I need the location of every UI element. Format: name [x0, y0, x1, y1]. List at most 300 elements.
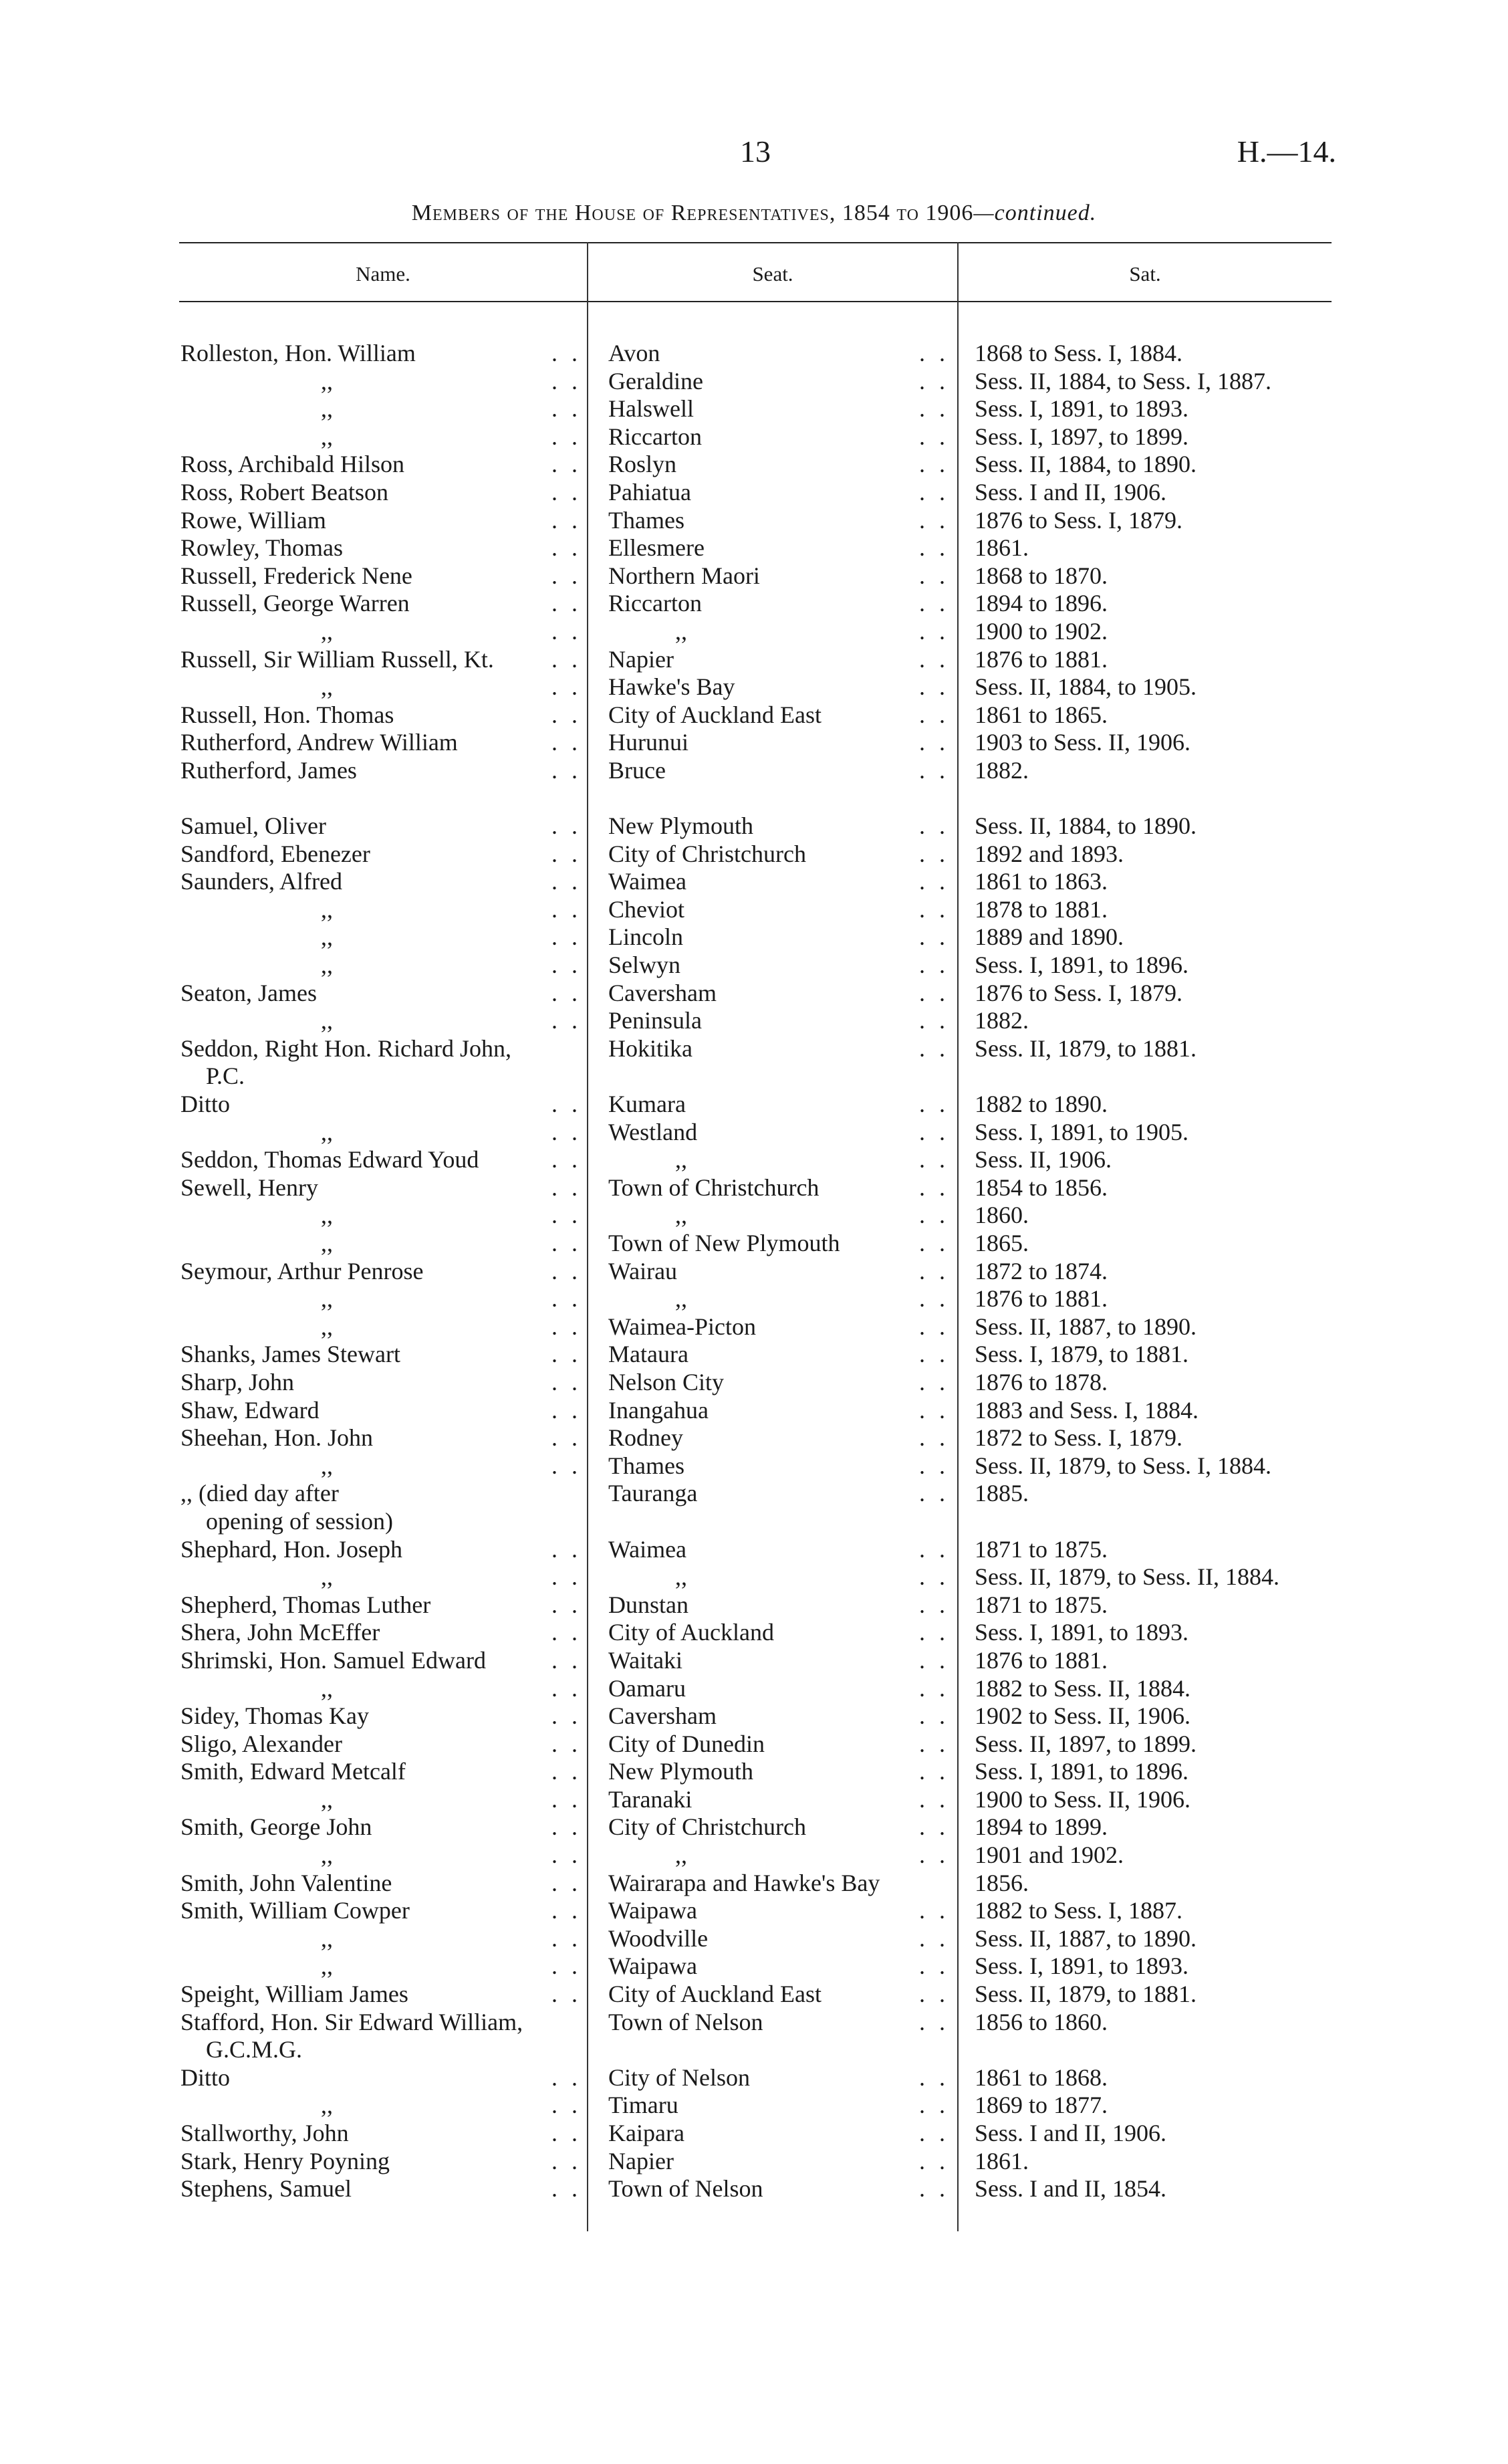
table-row	[0, 1369, 1508, 1397]
table-row	[0, 1841, 1508, 1870]
seat	[608, 1119, 949, 1147]
member-name	[180, 507, 582, 535]
dot-leader: . .	[919, 1007, 949, 1034]
seat-text: Waimea	[608, 1535, 687, 1563]
seat-text: Thames	[608, 506, 684, 534]
member-name	[180, 562, 582, 590]
member-name-text: Stark, Henry Poyning	[180, 2147, 390, 2174]
member-name-text: Sidey, Thomas Kay	[180, 1702, 369, 1730]
member-name-text: Ditto	[180, 1091, 231, 1118]
seat	[608, 1981, 949, 2009]
dot-leader: . .	[551, 1341, 582, 1368]
member-name	[180, 1258, 582, 1286]
member-name	[180, 896, 582, 924]
sat-period: 1861 to 1863.	[975, 868, 1108, 895]
table-header-rule	[179, 301, 1332, 302]
member-name-text: Russell, Sir William Russell, Kt.	[180, 645, 494, 673]
sat-period: Sess. II, 1879, to Sess. I, 1884.	[975, 1452, 1272, 1479]
seat	[608, 1786, 949, 1814]
seat	[608, 2175, 949, 2203]
dot-leader: . .	[919, 951, 949, 979]
sat-period: 1856 to 1860.	[975, 2008, 1108, 2035]
seat-text: Rodney	[608, 1424, 683, 1452]
seat-text: Ellesmere	[608, 534, 705, 562]
dot-leader: . .	[551, 895, 582, 923]
seat	[608, 1925, 949, 1953]
table-row	[0, 841, 1508, 869]
seat-text: Waipawa	[608, 1952, 698, 1980]
dot-leader: . .	[551, 1563, 582, 1591]
table-row	[0, 590, 1508, 618]
table-row	[0, 1813, 1508, 1841]
table-row	[0, 812, 1508, 841]
member-name-text: ,,	[321, 1202, 333, 1229]
dot-leader: . .	[551, 1841, 582, 1869]
dot-leader: . .	[919, 756, 949, 784]
dot-leader: . .	[551, 1730, 582, 1757]
dot-leader: . .	[551, 617, 582, 645]
dot-leader: . .	[551, 1924, 582, 1952]
seat	[608, 812, 949, 841]
member-name	[180, 590, 582, 618]
dot-leader: . .	[551, 2063, 582, 2091]
seat	[608, 1424, 949, 1452]
seat	[608, 1285, 949, 1313]
member-name-text: Rowley, Thomas	[180, 534, 343, 562]
table-row	[0, 395, 1508, 423]
member-name	[180, 1786, 582, 1814]
dot-leader: . .	[551, 923, 582, 951]
sat-period: Sess. II, 1879, to Sess. II, 1884.	[975, 1563, 1279, 1591]
seat-text: City of Nelson	[608, 2063, 750, 2091]
member-name-text: Russell, Frederick Nene	[180, 562, 412, 589]
sat-period: 1903 to Sess. II, 1906.	[975, 729, 1190, 756]
dot-leader: . .	[551, 1230, 582, 1256]
dot-leader: . .	[919, 1368, 949, 1395]
seat	[608, 1841, 949, 1870]
sat-period: 1889 and 1890.	[975, 923, 1124, 951]
seat-text: Tauranga	[608, 1480, 698, 1507]
seat-text: Cheviot	[608, 895, 684, 923]
member-name-text: Smith, William Cowper	[180, 1897, 410, 1924]
dot-leader: . .	[919, 1341, 949, 1368]
member-name-text: Shephard, Hon. Joseph	[180, 1535, 402, 1563]
dot-leader: . .	[551, 2092, 582, 2119]
member-name	[180, 1007, 582, 1035]
dot-leader: . .	[919, 1118, 949, 1145]
member-name	[180, 1870, 582, 1898]
dot-leader: . .	[919, 590, 949, 617]
dot-leader: . .	[919, 451, 949, 478]
seat	[608, 1202, 949, 1230]
table-row	[0, 646, 1508, 674]
member-name	[180, 1813, 582, 1841]
seat-text: Kaipara	[608, 2120, 684, 2146]
seat	[608, 1813, 949, 1841]
seat	[608, 1230, 949, 1258]
table-row	[0, 1536, 1508, 1564]
seat-text: Waimea-Picton	[608, 1313, 757, 1340]
dot-leader: . .	[551, 1313, 582, 1340]
dot-leader: . .	[919, 1396, 949, 1424]
member-name	[180, 1230, 582, 1258]
seat-text: Kumara	[608, 1091, 686, 1118]
dot-leader: . .	[919, 1730, 949, 1757]
seat	[608, 1341, 949, 1369]
seat-text: City of Dunedin	[608, 1730, 765, 1757]
column-header-seat: Seat.	[752, 262, 793, 286]
dot-leader: . .	[919, 673, 949, 701]
member-name	[180, 1202, 582, 1230]
seat-text: City of Auckland	[608, 1619, 774, 1646]
table-row	[0, 1647, 1508, 1675]
seat	[608, 1313, 949, 1341]
seat	[608, 646, 949, 674]
seat	[608, 1897, 949, 1925]
sat-period: 1882 to 1890.	[975, 1091, 1108, 1118]
sat-period: 1878 to 1881.	[975, 895, 1108, 923]
member-name	[180, 841, 582, 869]
member-name	[180, 1897, 582, 1925]
member-name-text: ,,	[321, 1452, 333, 1479]
table-row	[0, 729, 1508, 757]
seat-text: Pahiatua	[608, 478, 691, 506]
table-row	[0, 1563, 1508, 1591]
sat-period: 1876 to Sess. I, 1879.	[975, 979, 1183, 1006]
dot-leader: . .	[919, 1257, 949, 1284]
dot-leader: . .	[919, 2092, 949, 2119]
seat	[608, 507, 949, 535]
member-name-text: Rutherford, Andrew William	[180, 729, 458, 756]
seat-text: City of Auckland East	[608, 701, 822, 728]
document-title	[0, 201, 1508, 226]
table-row	[0, 868, 1508, 896]
table-row	[0, 2175, 1508, 2203]
dot-leader: . .	[919, 423, 949, 450]
member-name-text: Stafford, Hon. Sir Edward William,	[180, 2008, 523, 2035]
sat-period: 1883 and Sess. I, 1884.	[975, 1396, 1199, 1424]
member-name-text: Sheehan, Hon. John	[180, 1424, 373, 1452]
member-name-text: ,,	[321, 395, 333, 423]
member-name-text: Seaton, James	[180, 979, 317, 1006]
seat	[608, 1758, 949, 1786]
seat	[608, 1480, 949, 1508]
member-name-continuation: opening of session)	[206, 1507, 393, 1535]
seat	[608, 2148, 949, 2176]
dot-leader: . .	[919, 1646, 949, 1674]
dot-leader: . .	[551, 1981, 582, 2008]
sat-period: Sess. II, 1897, to 1899.	[975, 1730, 1197, 1757]
dot-leader: . .	[919, 1758, 949, 1785]
member-name-text: Rolleston, Hon. William	[180, 340, 416, 366]
member-name	[180, 1619, 582, 1647]
member-name	[180, 1285, 582, 1313]
member-name	[180, 2064, 582, 2092]
member-name	[180, 1313, 582, 1341]
member-name	[180, 1035, 582, 1091]
sat-period: Sess. I, 1891, to 1893.	[975, 1619, 1189, 1646]
table-row	[0, 1341, 1508, 1369]
seat-text: ,,	[675, 1146, 687, 1173]
sat-period: 1876 to 1878.	[975, 1368, 1108, 1395]
seat	[608, 618, 949, 646]
dot-leader: . .	[551, 868, 582, 895]
table-row	[0, 980, 1508, 1008]
table-row	[0, 1258, 1508, 1286]
dot-leader: . .	[551, 1007, 582, 1034]
member-name	[180, 2148, 582, 2176]
sat-period: Sess. II, 1879, to 1881.	[975, 1981, 1197, 2008]
dot-leader: . .	[551, 840, 582, 867]
seat-text: Selwyn	[608, 951, 680, 979]
table-row	[0, 479, 1508, 507]
paper-reference: H.—14.	[1237, 134, 1336, 169]
seat-text: Woodville	[608, 1924, 709, 1952]
table-row	[0, 1952, 1508, 1981]
seat-text: Nelson City	[608, 1368, 725, 1395]
dot-leader: . .	[919, 1591, 949, 1618]
member-name-text: ,,	[321, 1924, 333, 1952]
dot-leader: . .	[919, 1285, 949, 1313]
dot-leader: . .	[551, 1118, 582, 1145]
seat-text: ,,	[675, 1202, 687, 1229]
member-name	[180, 2009, 582, 2064]
table-row	[0, 1452, 1508, 1480]
member-name	[180, 1480, 582, 1535]
seat	[608, 1369, 949, 1397]
table-row	[0, 507, 1508, 535]
seat	[608, 1174, 949, 1202]
seat-text: ,,	[675, 1563, 687, 1591]
member-name	[180, 1981, 582, 2009]
member-name-text: Shepherd, Thomas Luther	[180, 1591, 431, 1618]
dot-leader: . .	[551, 451, 582, 478]
table-row	[0, 1730, 1508, 1759]
dot-leader: . .	[551, 367, 582, 395]
member-name	[180, 1369, 582, 1397]
seat-text: ,,	[675, 1841, 687, 1869]
seat-text: Inangahua	[608, 1396, 709, 1424]
dot-leader: . .	[919, 395, 949, 423]
sat-period: 1901 and 1902.	[975, 1841, 1124, 1869]
member-name	[180, 1146, 582, 1174]
member-name-text: Sewell, Henry	[180, 1173, 318, 1201]
dot-leader: . .	[919, 2008, 949, 2035]
seat	[608, 1730, 949, 1759]
member-name-text: Ross, Archibald Hilson	[180, 451, 405, 478]
seat-text: Hawke's Bay	[608, 673, 735, 701]
table-row	[0, 1230, 1508, 1258]
member-name-text: Rowe, William	[180, 506, 326, 534]
dot-leader: . .	[551, 1091, 582, 1118]
sat-period: 1861 to 1865.	[975, 701, 1108, 728]
seat-text: Napier	[608, 2147, 674, 2174]
seat	[608, 1007, 949, 1035]
sat-period: 1861.	[975, 534, 1029, 562]
member-name	[180, 1341, 582, 1369]
seat	[608, 562, 949, 590]
seat-text: Dunstan	[608, 1591, 688, 1618]
table-row	[0, 534, 1508, 562]
seat	[608, 1675, 949, 1703]
table-row	[0, 1925, 1508, 1953]
seat	[608, 2064, 949, 2092]
sat-period: 1868 to Sess. I, 1884.	[975, 340, 1183, 366]
dot-leader: . .	[551, 645, 582, 673]
table-row	[0, 1202, 1508, 1230]
member-name-text: ,,	[321, 2092, 333, 2119]
member-name	[180, 1952, 582, 1981]
sat-period: 1856.	[975, 1869, 1029, 1896]
table-row	[0, 2064, 1508, 2092]
table-row	[0, 368, 1508, 396]
dot-leader: . .	[919, 617, 949, 645]
seat	[608, 1397, 949, 1425]
member-name	[180, 980, 582, 1008]
seat	[608, 841, 949, 869]
column-header-sat: Sat.	[1129, 262, 1161, 286]
member-name-text: Stallworthy, John	[180, 2120, 349, 2146]
dot-leader: . .	[919, 1813, 949, 1841]
member-name	[180, 1563, 582, 1591]
seat-text: New Plymouth	[608, 812, 754, 840]
title-main: Members of the House of Representatives, 1854 to 1906	[411, 201, 974, 225]
dot-leader: . .	[551, 1368, 582, 1395]
table-row	[0, 1091, 1508, 1119]
member-name-text: ,,	[321, 923, 333, 951]
sat-period: Sess. I and II, 1906.	[975, 478, 1166, 506]
member-name-text: Russell, Hon. Thomas	[180, 701, 394, 728]
sat-period: 1871 to 1875.	[975, 1591, 1108, 1618]
member-name	[180, 534, 582, 562]
dot-leader: . .	[919, 729, 949, 756]
member-name	[180, 1758, 582, 1786]
table-row	[0, 951, 1508, 980]
table-row	[0, 1758, 1508, 1786]
dot-leader: . .	[919, 1091, 949, 1118]
seat-text: Peninsula	[608, 1007, 702, 1034]
seat-text: Hokitika	[608, 1034, 693, 1062]
dot-leader: . .	[919, 367, 949, 395]
member-name	[180, 2120, 582, 2148]
member-name-text: Seddon, Thomas Edward Youd	[180, 1146, 479, 1173]
seat	[608, 896, 949, 924]
seat-text: Roslyn	[608, 451, 677, 478]
dot-leader: . .	[919, 1480, 949, 1507]
dot-leader: . .	[551, 729, 582, 756]
member-name	[180, 1424, 582, 1452]
dot-leader: . .	[919, 1841, 949, 1869]
member-name-text: Sandford, Ebenezer	[180, 840, 370, 867]
seat	[608, 1702, 949, 1730]
dot-leader: . .	[551, 534, 582, 562]
dot-leader: . .	[551, 812, 582, 840]
seat-text: Town of New Plymouth	[608, 1230, 840, 1256]
member-name-text: Seymour, Arthur Penrose	[180, 1257, 424, 1284]
member-name-text: ,,	[321, 1313, 333, 1340]
sat-period: Sess. I, 1891, to 1896.	[975, 951, 1189, 979]
member-name-text: Ross, Robert Beatson	[180, 478, 388, 506]
dot-leader: . .	[919, 1563, 949, 1591]
dot-leader: . .	[919, 895, 949, 923]
member-name-text: ,,	[321, 951, 333, 979]
dot-leader: . .	[919, 1313, 949, 1340]
table-row	[0, 673, 1508, 701]
member-name-text: Sharp, John	[180, 1368, 294, 1395]
table-row	[0, 1591, 1508, 1619]
page-number: 13	[740, 134, 771, 169]
member-name	[180, 701, 582, 730]
column-header-name: Name.	[356, 262, 410, 286]
seat-text: Waitaki	[608, 1646, 683, 1674]
member-name	[180, 1925, 582, 1953]
sat-period: 1860.	[975, 1202, 1029, 1229]
sat-period: Sess. II, 1887, to 1890.	[975, 1924, 1197, 1952]
seat-text: Bruce	[608, 756, 666, 784]
sat-period: Sess. II, 1884, to Sess. I, 1887.	[975, 367, 1272, 395]
member-name	[180, 923, 582, 951]
sat-period: 1876 to Sess. I, 1879.	[975, 506, 1183, 534]
sat-period: Sess. II, 1906.	[975, 1146, 1112, 1173]
sat-period: Sess. II, 1887, to 1890.	[975, 1313, 1197, 1340]
seat-text: Mataura	[608, 1341, 688, 1368]
title-continued: —continued.	[973, 201, 1097, 225]
dot-leader: . .	[551, 701, 582, 728]
dot-leader: . .	[919, 1230, 949, 1256]
member-name	[180, 729, 582, 757]
member-name-text: ,,	[321, 1785, 333, 1813]
member-name	[180, 479, 582, 507]
member-name	[180, 646, 582, 674]
dot-leader: . .	[551, 1396, 582, 1424]
seat	[608, 2120, 949, 2148]
table-row	[0, 2092, 1508, 2120]
sat-period: Sess. II, 1884, to 1890.	[975, 451, 1197, 478]
seat	[608, 534, 949, 562]
member-name-text: Shera, John McEffer	[180, 1619, 380, 1646]
sat-period: 1882 to Sess. II, 1884.	[975, 1674, 1190, 1702]
table-row	[0, 896, 1508, 924]
dot-leader: . .	[551, 756, 582, 784]
seat	[608, 1258, 949, 1286]
dot-leader: . .	[919, 1924, 949, 1952]
table-row	[0, 1480, 1508, 1535]
member-name-text: ,,	[321, 1285, 333, 1313]
table-top-rule	[179, 242, 1332, 243]
dot-leader: . .	[919, 1424, 949, 1452]
dot-leader: . .	[919, 1535, 949, 1563]
table-row	[0, 2009, 1508, 2064]
seat	[608, 479, 949, 507]
seat-text: Hurunui	[608, 729, 688, 756]
dot-leader: . .	[919, 923, 949, 951]
seat-text: Town of Nelson	[608, 2008, 763, 2035]
dot-leader: . .	[919, 534, 949, 562]
dot-leader: . .	[551, 2147, 582, 2174]
sat-period: 1871 to 1875.	[975, 1535, 1108, 1563]
dot-leader: . .	[551, 1173, 582, 1201]
table-row	[0, 1119, 1508, 1147]
section-gap	[0, 785, 1508, 813]
member-name-text: Stephens, Samuel	[180, 2175, 352, 2203]
member-name	[180, 812, 582, 841]
seat	[608, 701, 949, 730]
table-row	[0, 1897, 1508, 1925]
member-name-text: Smith, John Valentine	[180, 1869, 392, 1896]
dot-leader: . .	[551, 1285, 582, 1313]
dot-leader: . .	[551, 1591, 582, 1618]
seat	[608, 340, 949, 368]
